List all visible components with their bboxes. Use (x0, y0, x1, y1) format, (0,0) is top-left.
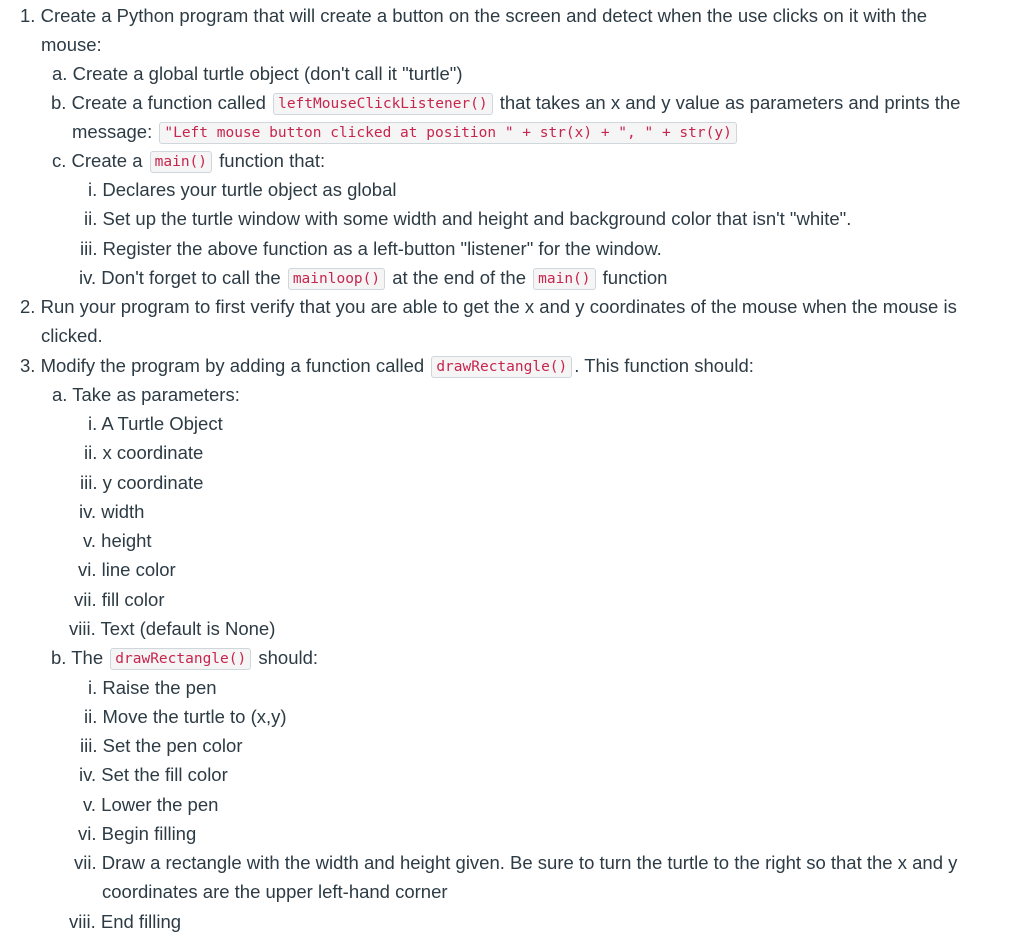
item-text: message: (72, 121, 153, 142)
item-3 (20, 354, 754, 378)
item-1b-continuation (72, 120, 739, 144)
list-number: vi. (78, 823, 97, 844)
list-number: viii. (69, 911, 96, 932)
item-text: Begin filling (101, 823, 197, 844)
item-text: height (101, 530, 152, 551)
item-text: line color (101, 559, 176, 580)
item-text: Take as parameters: (72, 384, 240, 405)
item-1b (51, 91, 960, 115)
item-text: Create a global turtle object (don't call it "turtle") (72, 63, 463, 84)
item-3a (52, 383, 240, 407)
list-number: i. (88, 413, 98, 434)
list-number: a. (52, 63, 68, 84)
item-text: Register the above function as a left-button "listener" for the window. (102, 238, 662, 259)
list-number: iii. (80, 472, 98, 493)
inline-code: drawRectangle() (110, 648, 251, 670)
item-3a-vii (74, 588, 164, 612)
list-number: vii. (74, 589, 97, 610)
item-1c (52, 149, 325, 173)
item-text: Create a function called (71, 92, 266, 113)
item-1-continuation (41, 33, 102, 57)
item-text: Create a Python program that will create a button on the screen and detect when the use clicks on it with the (40, 5, 928, 26)
list-number: b. (51, 92, 67, 113)
item-text: Set up the turtle window with some width and height and background color that isn't "white". (102, 208, 852, 229)
item-3b-viii (69, 910, 181, 934)
item-text: at the end of the (392, 267, 526, 288)
list-number: vii. (74, 852, 97, 873)
list-number: i. (88, 677, 98, 698)
item-3b-iii (80, 734, 243, 758)
item-text: Modify the program by adding a function called (40, 355, 425, 376)
inline-code: drawRectangle() (431, 356, 572, 378)
list-number: iv. (79, 764, 97, 785)
item-2 (20, 295, 957, 319)
list-number: a. (52, 384, 68, 405)
inline-code: mainloop() (288, 268, 385, 290)
item-text: . This function should: (574, 355, 754, 376)
list-number: iv. (79, 267, 97, 288)
item-text: Lower the pen (101, 794, 219, 815)
list-number: ii. (84, 208, 98, 229)
inline-code: "Left mouse button clicked at position " + str(x) + ", " + str(y) (159, 122, 736, 144)
list-number: iii. (80, 238, 98, 259)
item-1c-i (88, 178, 397, 202)
item-text: Move the turtle to (x,y) (102, 706, 287, 727)
item-3a-iv (79, 500, 144, 524)
item-text: Set the pen color (102, 735, 243, 756)
list-number: b. (51, 647, 67, 668)
list-number: v. (83, 794, 97, 815)
item-text: A Turtle Object (101, 413, 223, 434)
item-2-continuation (41, 324, 103, 348)
item-text: Draw a rectangle with the width and height given. Be sure to turn the turtle to the right so that the x and y (101, 852, 958, 873)
list-number: 2. (20, 296, 36, 317)
item-text: coordinates are the upper left-hand corner (102, 881, 448, 902)
item-3b-vii (74, 851, 957, 875)
inline-code: main() (533, 268, 595, 290)
item-3a-iii (80, 471, 203, 495)
item-3a-ii (84, 441, 203, 465)
item-text: function that: (219, 150, 326, 171)
item-text: y coordinate (102, 472, 204, 493)
item-3b (51, 646, 318, 670)
item-text: x coordinate (102, 442, 204, 463)
item-3b-v (83, 793, 218, 817)
item-3b-vii-continuation (102, 880, 448, 904)
item-text: Declares your turtle object as global (102, 179, 397, 200)
item-3b-ii (84, 705, 287, 729)
list-number: v. (83, 530, 97, 551)
item-text: clicked. (41, 325, 103, 346)
list-number: ii. (84, 442, 98, 463)
item-text: function (602, 267, 668, 288)
list-number: vi. (78, 559, 97, 580)
item-3a-vi (78, 558, 176, 582)
list-number: c. (52, 150, 67, 171)
list-number: iv. (79, 501, 97, 522)
list-number: 1. (20, 5, 36, 26)
item-3b-vi (78, 822, 196, 846)
item-1a (52, 62, 463, 86)
item-text: The (71, 647, 104, 668)
item-text: fill color (101, 589, 165, 610)
item-text: Run your program to first verify that you are able to get the x and y coordinates of the mouse when the mouse is (40, 296, 957, 317)
inline-code: main() (150, 151, 212, 173)
item-1c-iii (80, 237, 662, 261)
item-text: width (101, 501, 145, 522)
item-3b-i (88, 676, 217, 700)
item-text: Don't forget to call the (101, 267, 281, 288)
item-text: mouse: (41, 34, 102, 55)
list-number: ii. (84, 706, 98, 727)
item-text: Set the fill color (101, 764, 228, 785)
inline-code: leftMouseClickListener() (273, 93, 493, 115)
item-3a-v (83, 529, 152, 553)
list-number: i. (88, 179, 98, 200)
item-1c-ii (84, 207, 851, 231)
item-text: Text (default is None) (100, 618, 276, 639)
item-3b-iv (79, 763, 228, 787)
item-1c-iv (79, 266, 667, 290)
item-text: End filling (100, 911, 182, 932)
list-number: 3. (20, 355, 36, 376)
list-number: viii. (69, 618, 96, 639)
item-text: should: (258, 647, 319, 668)
item-3a-i (88, 412, 223, 436)
item-text: Raise the pen (102, 677, 217, 698)
item-text: that takes an x and y value as parameters and prints the (499, 92, 961, 113)
list-number: iii. (80, 735, 98, 756)
item-1 (20, 4, 927, 28)
item-3a-viii (69, 617, 275, 641)
item-text: Create a (71, 150, 143, 171)
